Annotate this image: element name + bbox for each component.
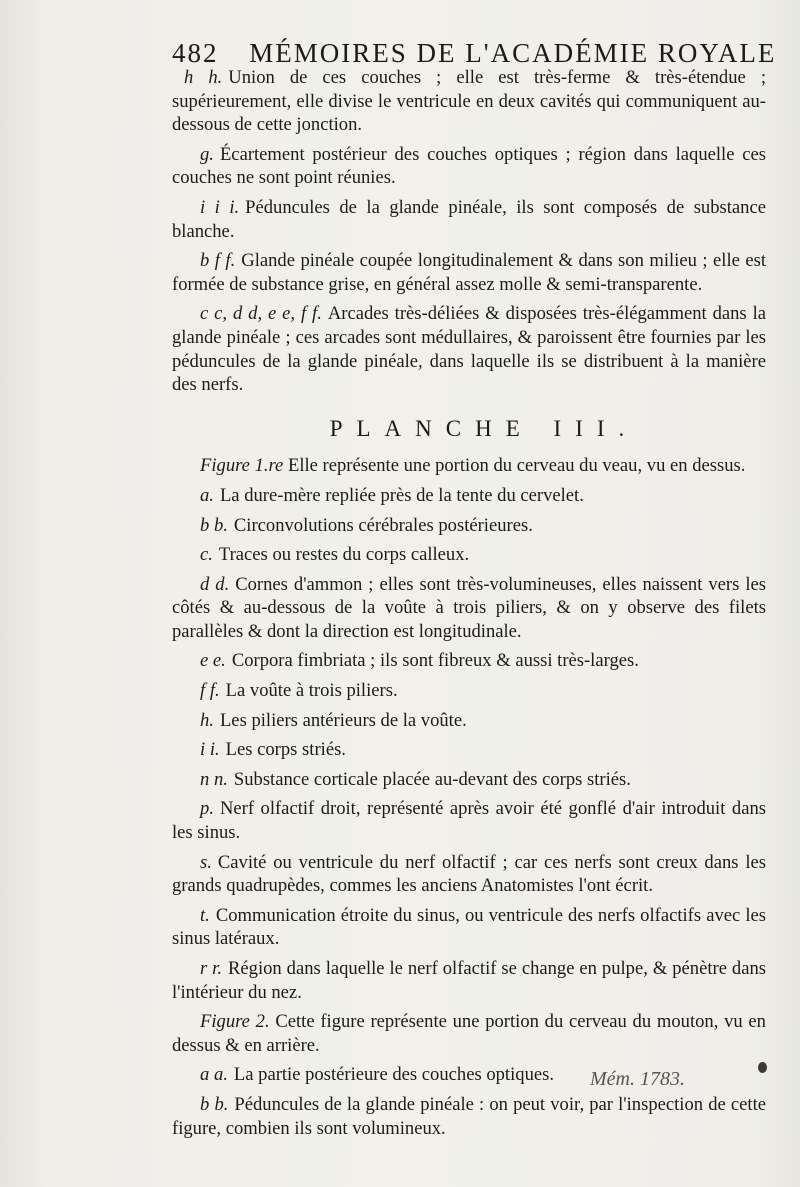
entry-text: Traces ou restes du corps calleux. xyxy=(218,544,470,566)
entry-key: i i. xyxy=(200,739,220,761)
legend-entry xyxy=(172,543,766,567)
entry-key: b b. xyxy=(200,1093,229,1115)
entry-text: La partie postérieure des couches optiques. xyxy=(233,1064,554,1086)
entry-text: La voûte à trois piliers. xyxy=(225,680,398,702)
entry-key: h h. xyxy=(184,67,223,88)
entry-text: Région dans laquelle le nerf olfactif se change en pulpe, & pénètre dans l'intérieur du nez. xyxy=(172,958,766,1003)
entry-key: f f. xyxy=(200,680,220,702)
entry-key: a. xyxy=(200,484,214,506)
entry-key: p. xyxy=(200,798,214,820)
entry-key: a a. xyxy=(200,1064,228,1086)
entry-text: Les corps striés. xyxy=(225,739,346,761)
entry-text: Substance corticale placée au-devant des corps striés. xyxy=(233,768,631,790)
entry-text: Union de ces couches ; elle est très-ferme & très-étendue ; supérieurement, elle divise le ventricule en deux cavités qui communiquent au-dessous de cette jonction. xyxy=(172,67,766,136)
legend-entry xyxy=(172,196,766,243)
legend-entry xyxy=(172,797,766,844)
entry-key: c. xyxy=(200,544,213,566)
legend-entry xyxy=(172,738,766,762)
figure-label: Figure 2. xyxy=(200,1011,270,1033)
entry-key: h. xyxy=(200,709,214,731)
legend-entry xyxy=(172,679,766,703)
entry-key: c c, d d, e e, f f. xyxy=(200,303,322,325)
figure-text: Elle représente une portion du cerveau du veau, vu en dessus. xyxy=(287,455,746,477)
entry-key: g. xyxy=(200,143,214,165)
figure-caption xyxy=(172,1010,766,1057)
legend-entry xyxy=(172,66,766,137)
legend-entry xyxy=(172,768,766,792)
entry-text: Communication étroite du sinus, ou ventricule des nerfs olfactifs avec les sinus latéraux. xyxy=(172,904,766,950)
legend-entry xyxy=(172,249,766,296)
entry-text: Péduncules de la glande pinéale : on peut voir, par l'inspection de cette figure, combien ils sont volumineux. xyxy=(172,1093,766,1139)
legend-entry xyxy=(172,514,766,538)
legend-entry xyxy=(172,649,766,673)
ink-spot xyxy=(758,1062,767,1073)
entry-key: n n. xyxy=(200,768,228,790)
figure-text: Cette figure représente une portion du cerveau du mouton, vu en dessus & en arrière. xyxy=(172,1011,766,1056)
legend-entry xyxy=(172,709,766,733)
legend-entry xyxy=(172,302,766,396)
entry-text: Cornes d'ammon ; elles sont très-volumineuses, elles naissent vers les côtés & au-dessous de la voûte à trois piliers, & on y observe des filets parallèles & dont la direction est longitudinale. xyxy=(172,573,767,642)
entry-text: Nerf olfactif droit, représenté après avoir été gonflé d'air introduit dans les sinus. xyxy=(172,798,766,844)
page-body xyxy=(172,66,766,1146)
page-number: 482 xyxy=(172,38,219,68)
entry-text: Circonvolutions cérébrales postérieures. xyxy=(233,514,533,536)
entries-figure-1 xyxy=(172,484,766,1004)
entry-key: d d. xyxy=(200,573,230,595)
section-heading: PLANCHE III. xyxy=(329,415,639,441)
entries-top xyxy=(172,66,766,397)
entry-text: Corpora fimbriata ; ils sont fibreux & aussi très-larges. xyxy=(231,650,639,672)
legend-entry xyxy=(172,957,766,1004)
entry-key: t. xyxy=(200,904,210,926)
entry-key: s. xyxy=(200,851,212,873)
entry-text: Arcades très-déliées & disposées très-élégamment dans la glande pinéale ; ces arcades sont médullaires, & paroissent être fournies par les péduncules de la glande pinéale, dans laquelle ils se distribuent à la manière des nerfs. xyxy=(172,303,766,396)
entry-text: La dure-mère repliée près de la tente du cervelet. xyxy=(219,484,584,506)
legend-entry xyxy=(172,904,766,951)
entry-key: r r. xyxy=(200,958,223,979)
legend-entry xyxy=(172,143,766,190)
legend-entry xyxy=(172,573,766,644)
legend-entry xyxy=(172,484,766,508)
entry-text: Péduncules de la glande pinéale, ils sont composés de substance blanche. xyxy=(172,196,766,242)
entry-text: Glande pinéale coupée longitudinalement & dans son milieu ; elle est formée de substance grise, en général assez molle & semi-transparente. xyxy=(172,250,766,295)
figure-label: Figure 1.re xyxy=(200,455,284,477)
entry-key: i i i. xyxy=(200,196,240,218)
legend-entry xyxy=(172,1093,766,1140)
entry-key: b b. xyxy=(200,514,228,536)
entry-text: Les piliers antérieurs de la voûte. xyxy=(219,709,467,731)
signature-mark: Mém. 1783. xyxy=(590,1068,685,1090)
entry-key: e e. xyxy=(200,650,226,672)
entry-text: Écartement postérieur des couches optiques ; région dans laquelle ces couches ne sont point réunies. xyxy=(172,143,766,189)
running-header xyxy=(172,38,777,69)
legend-entry xyxy=(172,851,766,898)
running-title: MÉMOIRES DE L'ACADÉMIE ROYALE xyxy=(249,38,777,68)
entry-text: Cavité ou ventricule du nerf olfactif ; car ces nerfs sont creux dans les grands quadrupèdes, commes les anciens Anatomistes l'ont écrit. xyxy=(172,851,766,897)
figure-caption xyxy=(172,454,766,478)
entry-key: b f f. xyxy=(200,250,236,272)
